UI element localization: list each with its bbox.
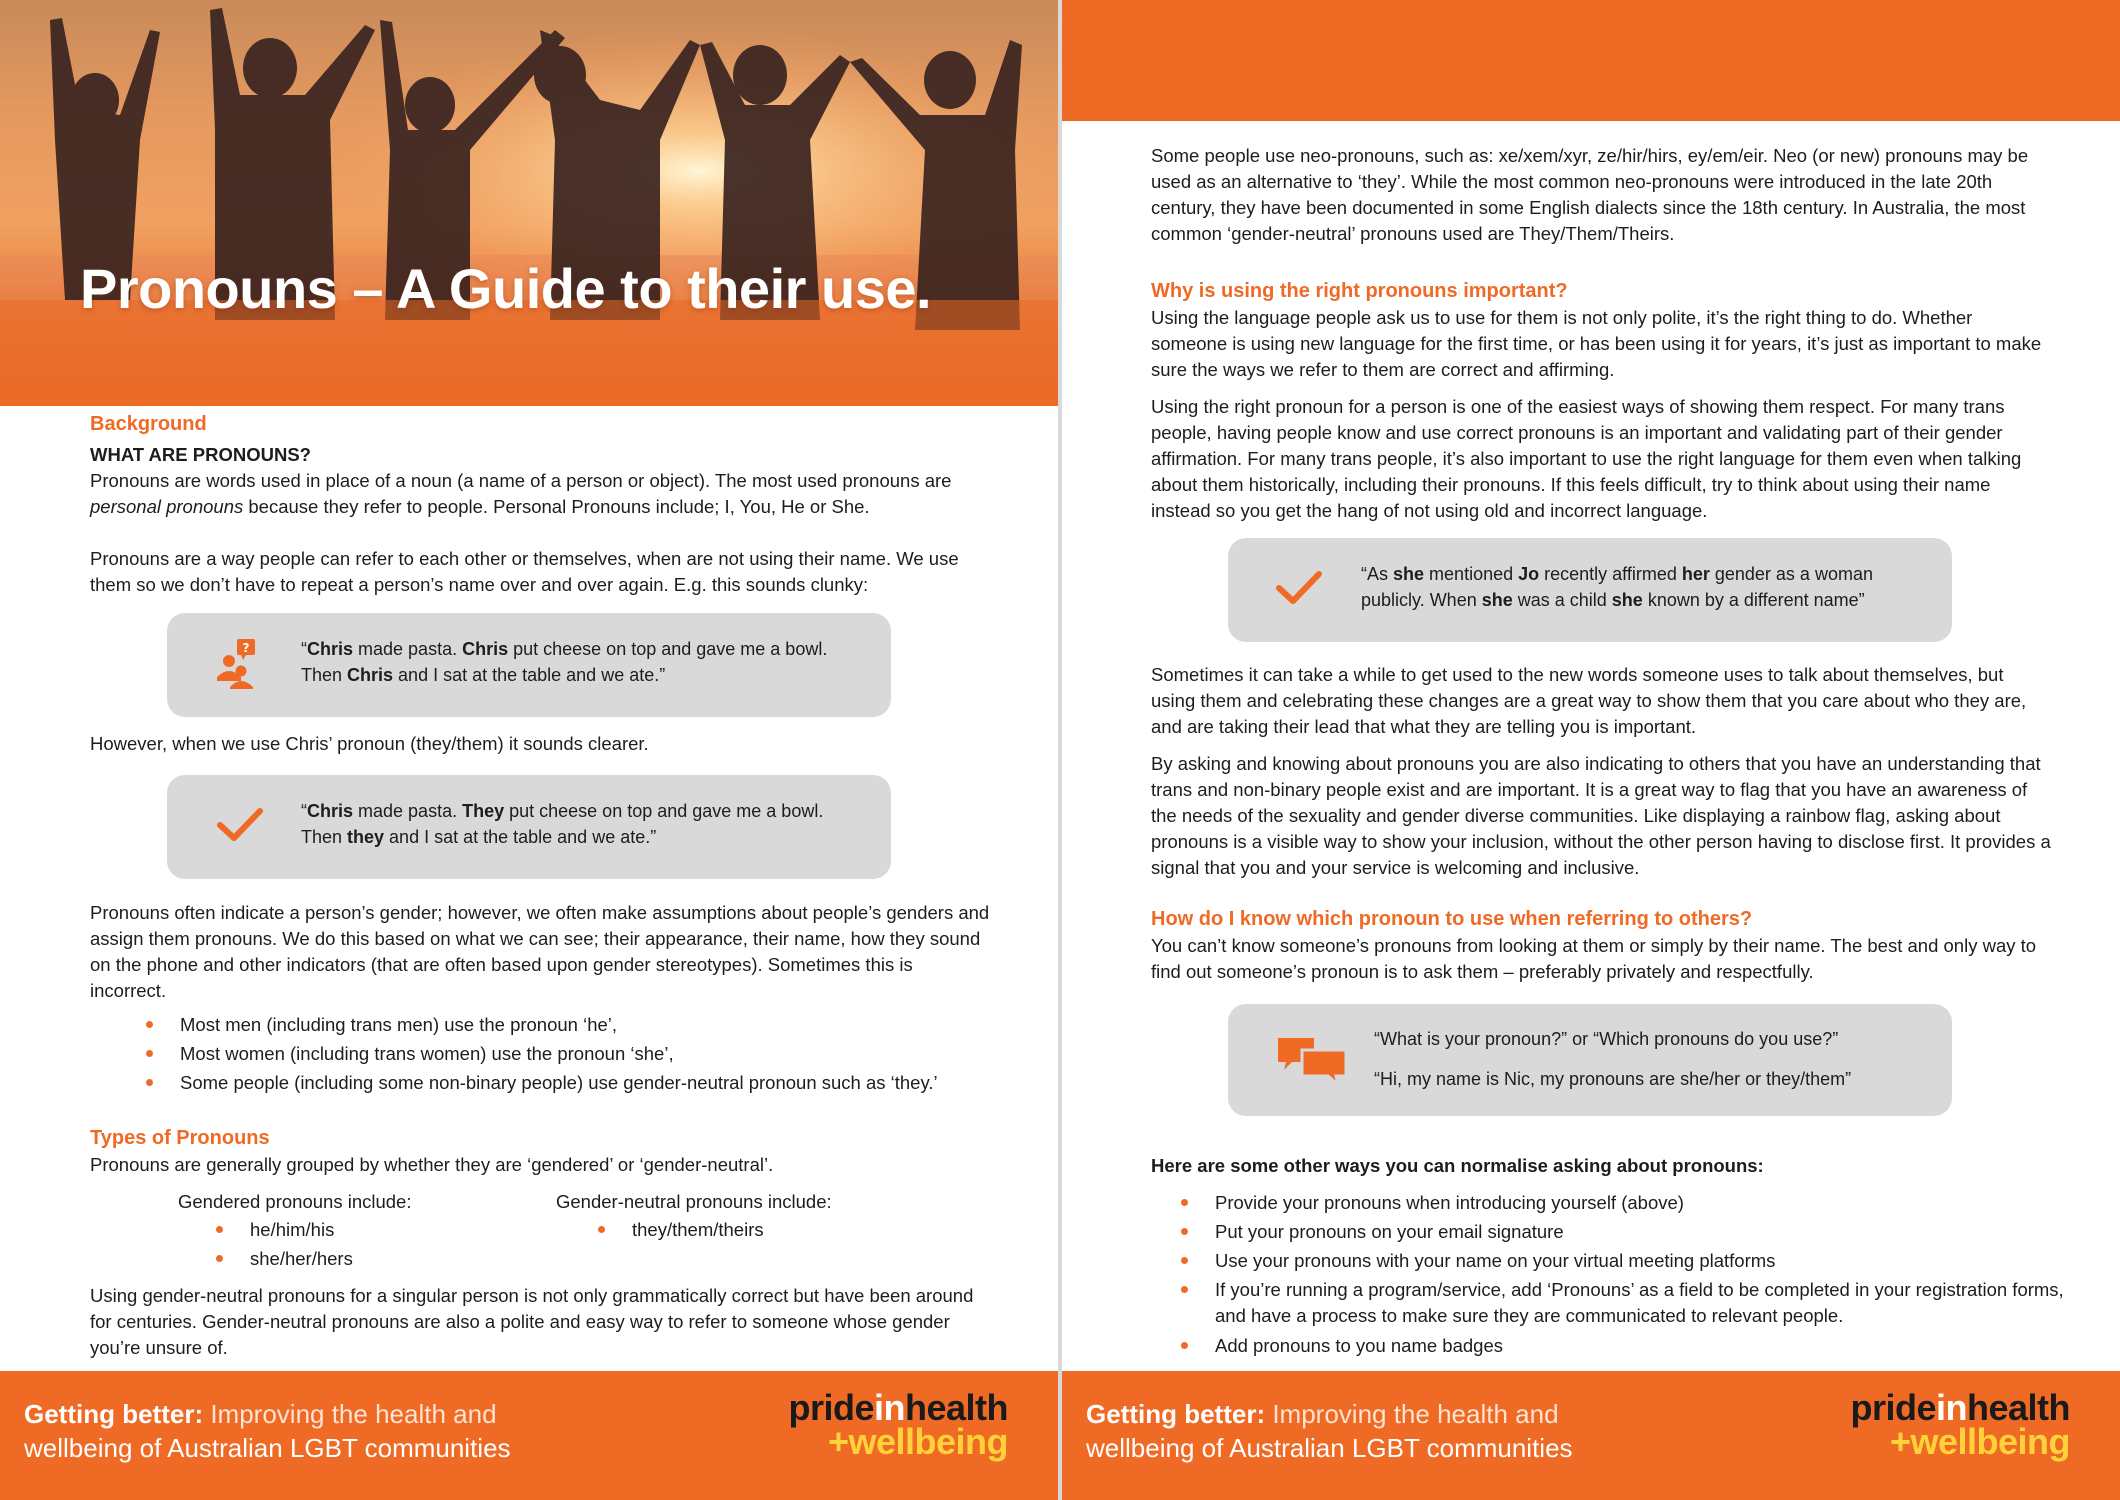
footer-left [0,1371,1058,1500]
list-item: Most men (including trans men) use the pronoun ‘he’, [146,1010,990,1039]
svg-text:?: ? [242,641,250,655]
types-intro: Pronouns are generally grouped by whether they are ‘gendered’ or ‘gender-neutral’. [90,1154,774,1175]
paragraph-celebrate: Sometimes it can take a while to get used to the new words someone uses to talk about themselves, but using them and celebrating these changes are a great way to show them that you care about who they are, and are taking their lead that what they are telling you is important. [1151,664,2027,737]
person-question-icon [215,639,257,694]
list-item: Most women (including trans women) use the pronoun ‘she’, [146,1039,990,1068]
normalise-bullet-list [1181,1188,2071,1360]
callout-affirmed-text: “As she mentioned Jo recently affirmed her gender as a woman publicly. When she was a child she known by a different name” [1361,564,1873,610]
gendered-list [216,1215,528,1273]
gender-assumption-section [90,900,990,1097]
paragraph-assumptions: Pronouns often indicate a person’s gender; however, we often make assumptions about people’s genders and assign them pronouns. We do this based on what we can see; their appearance, their name, how they sound on the phone and other indicators (that are often based upon gender stereotypes). Sometimes this is incorrect. [90,902,990,1001]
callout-clunky-example [167,613,891,717]
clearer-intro [90,731,990,757]
neo-pronouns-section [1151,143,2051,247]
paragraph-asking: By asking and knowing about pronouns you are also indicating to others that you have an understanding that trans and non-binary people exist and are important. It is a great way to flag that you have an awareness of the needs of the sexuality and gender diverse communities. Like displaying a rainbow flag, asking about pronouns is a visible way to show your inclusion, without the other person having to disclose first. It provides a signal that you and your service is welcoming and inclusive. [1151,753,2051,878]
callout-clear-example [167,775,891,879]
pride-in-health-logo: prideinhealth +wellbeing [788,1387,1008,1462]
types-heading: Types of Pronouns [90,1127,270,1149]
paragraph-clearer: However, when we use Chris’ pronoun (they/them) it sounds clearer. [90,733,649,754]
footer-right [1062,1371,2120,1500]
paragraph-gender-neutral: Using gender-neutral pronouns for a singular person is not only grammatically correct but have been around for centuries. Gender-neutral pronouns are also a polite and easy way to refer to someone whose gender you’re unsure of. [90,1285,974,1358]
hero-photo-silhouettes [0,0,1058,406]
paragraph-usage: Pronouns are a way people can refer to each other or themselves, when are not using their name. We use them so we don’t have to repeat a person’s name over and over again. E.g. this sounds clunky: [90,548,959,595]
paragraph-definition: Pronouns are words used in place of a noun (a name of a person or object). The most used pronouns are personal pronouns because they refer to people. Personal Pronouns include; I, You, He or She. [90,470,952,517]
paragraph-ask-them: You can’t know someone’s pronouns from looking at them or simply by their name. The best and only way to find out someone’s pronoun is to ask them – preferably privately and respectfully. [1151,935,2037,982]
callout-clear-text: “Chris made pasta. They put cheese on top and gave me a bowl. Then they and I sat at the table and we ate.” [301,801,824,847]
hero-banner [0,0,1058,406]
gendered-label: Gendered pronouns include: [178,1191,412,1212]
paragraph-polite: Using the language people ask us to use for them is not only polite, it’s the right thing to do. Whether someone is using new language for the first time, or has been using it for years, it’s just as important to make sure the ways we refer to them are correct and affirming. [1151,307,2042,380]
page-left [0,0,1058,1500]
checkmark-icon [1276,570,1322,611]
footer-tagline: Getting better: Improving the health and wellbeing of Australian LGBT communities [1086,1399,1573,1463]
callout-ask-example [1228,1004,1952,1116]
callout-clunky-text: “Chris made pasta. Chris put cheese on top and gave me a bowl. Then Chris and I sat at the table and we ate.” [301,639,828,685]
paragraph-respect: Using the right pronoun for a person is one of the easiest ways of showing them respect. For many trans people, having people know and use correct pronouns is an important and validating part of their gender affirmation. For many trans people, it’s also important to use the right language for them even when talking about them historically, including their pronouns. If this feels difficult, try to think about using their name instead so you get the hang of not using old and incorrect language. [1151,396,2022,521]
list-item: Some people (including some non-binary people) use gender-neutral pronoun such as ‘they.’ [146,1068,990,1097]
paragraph-neo-pronouns: Some people use neo-pronouns, such as: xe/xem/xyr, ze/hir/hirs, ey/em/eir. Neo (or new) pronouns may be used as an alternative to ‘they’. While the most common neo-pronouns were introduced in the late 20th century, they have been documented in some English dialects since the 18th century. In Australia, the most common ‘gender-neutral’ pronouns used are They/Them/Theirs. [1151,145,2029,244]
ways-heading: Here are some other ways you can normalise asking about pronouns: [1151,1155,1764,1176]
celebrate-section [1151,662,2051,881]
how-heading: How do I know which pronoun to use when referring to others? [1151,908,1753,930]
list-item: he/him/his [216,1215,528,1244]
how-section [1151,905,2051,985]
list-item: Use your pronouns with your name on your virtual meeting platforms [1181,1246,2071,1275]
pride-in-health-logo: prideinhealth +wellbeing [1850,1387,2070,1462]
page-right [1062,0,2120,1500]
list-item: she/her/hers [216,1244,528,1273]
checkmark-icon [217,807,263,848]
list-item: they/them/theirs [598,1215,956,1244]
neutral-column [556,1189,956,1244]
callout-ask-text: “What is your pronoun?” or “Which pronouns do you use?” “Hi, my name is Nic, my pronouns are she/her or they/them” [1374,1029,1852,1089]
header-band [1062,0,2120,121]
document-title: Pronouns – A Guide to their use. [80,257,932,320]
gendered-column [178,1189,528,1273]
callout-affirmed-example [1228,538,1952,642]
types-section [90,1124,990,1178]
list-item: Provide your pronouns when introducing yourself (above) [1181,1188,2071,1217]
what-are-pronouns-heading: WHAT ARE PRONOUNS? [90,444,311,465]
speech-bubbles-icon [1276,1036,1348,1091]
neutral-label: Gender-neutral pronouns include: [556,1191,832,1212]
neutral-list [598,1215,956,1244]
assumption-bullet-list [146,1010,990,1097]
normalise-section [1151,1153,2071,1360]
background-section [90,410,990,598]
why-heading: Why is using the right pronouns important? [1151,280,1568,302]
list-item: Put your pronouns on your email signature [1181,1217,2071,1246]
list-item: If you’re running a program/service, add ‘Pronouns’ as a field to be completed in your registration forms, and have a process to make sure they are communicated to relevant people. [1181,1275,2071,1331]
footer-tagline: Getting better: Improving the health and wellbeing of Australian LGBT communities [24,1399,511,1463]
gender-neutral-paragraph [90,1283,990,1361]
why-section [1151,277,2051,524]
background-heading: Background [90,413,207,435]
list-item: Add pronouns to you name badges [1181,1331,2071,1360]
